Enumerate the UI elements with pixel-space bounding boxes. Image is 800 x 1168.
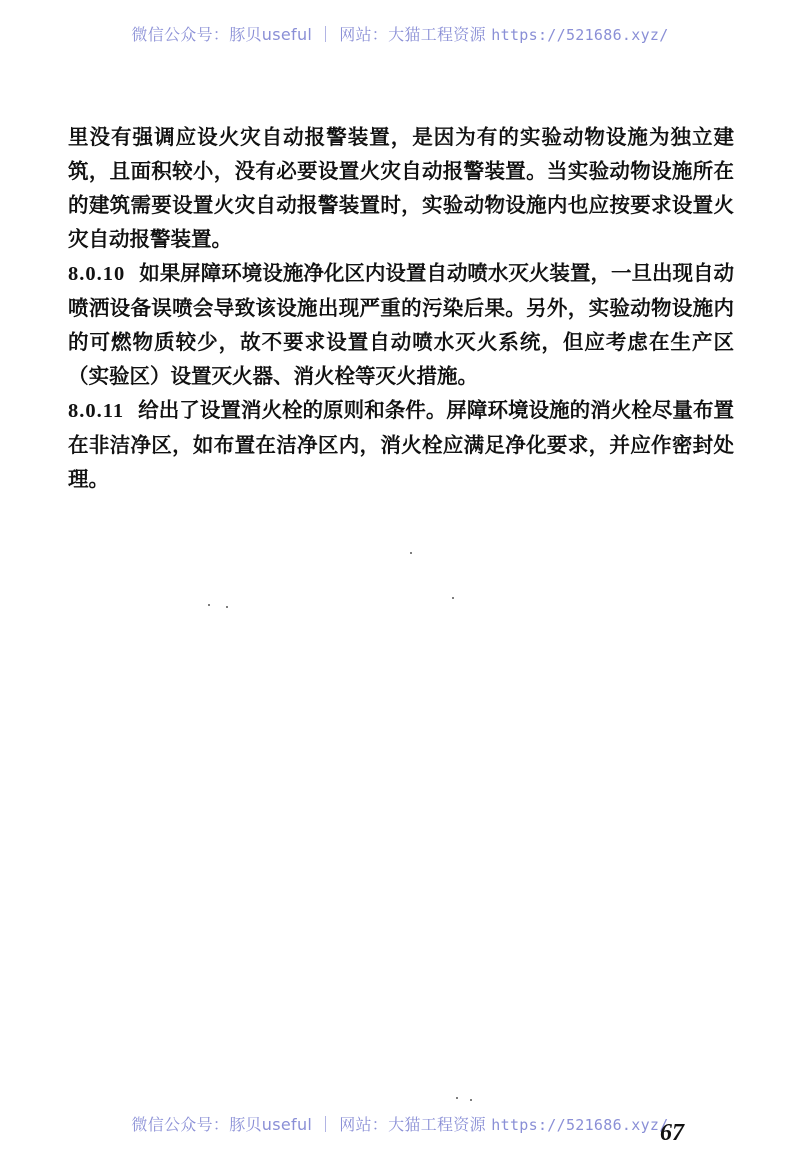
watermark-url: https://521686.xyz/ [491, 26, 669, 44]
clause-number: 8.0.10 [68, 263, 126, 285]
paragraph-clause-8-0-10 [68, 256, 734, 393]
document-body [68, 120, 734, 496]
scan-speck [470, 1099, 472, 1101]
scan-speck [226, 606, 228, 608]
paragraph-continuation [68, 120, 734, 256]
watermark-header [0, 22, 800, 45]
clause-number: 8.0.11 [68, 400, 125, 422]
watermark-url: https://521686.xyz/ [491, 1116, 669, 1134]
watermark-prefix: 微信公众号：豚贝useful ｜ 网站：大猫工程资源 [131, 1115, 492, 1134]
watermark-prefix: 微信公众号：豚贝useful ｜ 网站：大猫工程资源 [131, 25, 492, 44]
paragraph-text: 里没有强调应设火灾自动报警装置，是因为有的实验动物设施为独立建筑，且面积较小，没有必要设置火灾自动报警装置。当实验动物设施所在的建筑需要设置火灾自动报警装置时，实验动物设施内也应按要求设置火灾自动报警装置。 [68, 125, 734, 251]
scan-speck [410, 552, 412, 554]
scan-speck [456, 1097, 458, 1099]
paragraph-clause-8-0-11 [68, 393, 734, 496]
scan-speck [208, 604, 210, 606]
page-number: 67 [660, 1120, 684, 1146]
scan-speck [452, 597, 454, 599]
paragraph-text: 给出了设置消火栓的原则和条件。屏障环境设施的消火栓尽量布置在非洁净区，如布置在洁净区内，消火栓应满足净化要求，并应作密封处理。 [68, 398, 734, 491]
paragraph-text: 如果屏障环境设施净化区内设置自动喷水灭火装置，一旦出现自动喷洒设备误喷会导致该设施出现严重的污染后果。另外，实验动物设施内的可燃物质较少，故不要求设置自动喷水灭火系统，但应考虑在生产区（实验区）设置灭火器、消火栓等灭火措施。 [68, 261, 734, 388]
